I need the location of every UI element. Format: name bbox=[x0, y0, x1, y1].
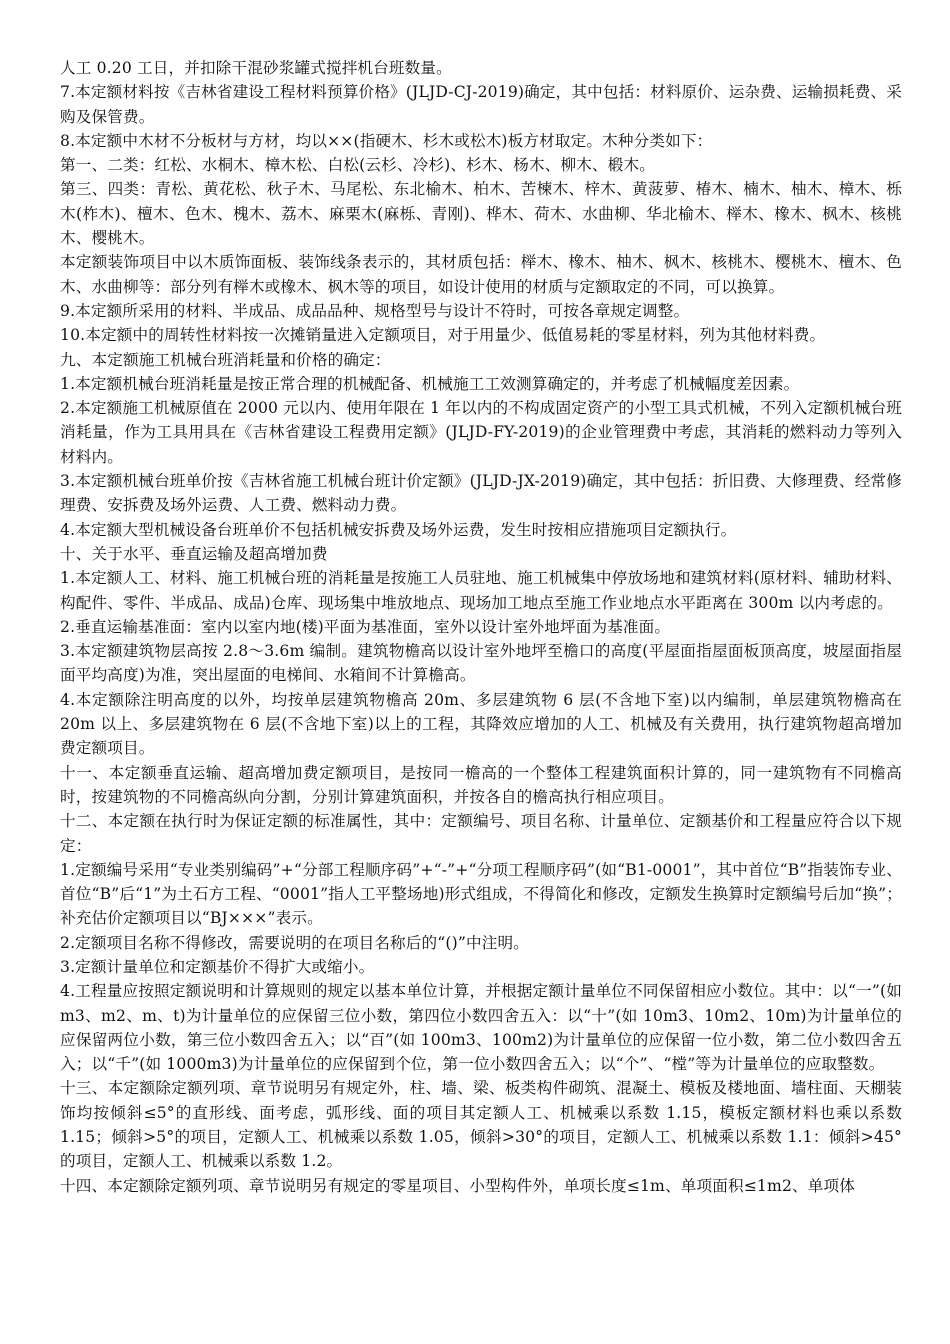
paragraph: 4.工程量应按照定额说明和计算规则的规定以基本单位计算，并根据定额计量单位不同保留相应小数位。其中：以“一”(如 m3、m2、m、t)为计量单位的应保留三位小数，第四位小数四舍五入：以“十”(如 10m3、10m2、10m)为计量单位的应保留两位小数，第三位小数四舍五入；以“百”(如 100m3、100m2)为计量单位的应保留一位小数，第二位小数四舍五入；以“千”(如 1000m3)为计量单位的应保留到个位，第一位小数四舍五入；以“个”、“樘”等为计量单位的应取整数。 bbox=[60, 982, 902, 1074]
paragraph: 1.本定额机械台班消耗量是按正常合理的机械配备、机械施工工效测算确定的，并考虑了机械幅度差因素。 bbox=[60, 374, 800, 393]
paragraph: 7.本定额材料按《吉林省建设工程材料预算价格》(JLJD-CJ-2019)确定，其中包括：材料原价、运杂费、运输损耗费、采购及保管费。 bbox=[60, 83, 902, 126]
paragraph: 3.本定额建筑物层高按 2.8～3.6m 编制。建筑物檐高以设计室外地坪至檐口的高度(平屋面指屋面板顶高度，坡屋面指屋面平均高度)为准，突出屋面的电梯间、水箱间不计算檐高。 bbox=[60, 642, 902, 685]
paragraph: 本定额装饰项目中以木质饰面板、装饰线条表示的，其材质包括：榉木、橡木、柚木、枫木、核桃木、樱桃木、檀木、色木、水曲柳等：部分列有榉木或橡木、枫木等的项目，如设计使用的材质与定额取定的不同，可以换算。 bbox=[60, 253, 902, 296]
paragraph: 3.定额计量单位和定额基价不得扩大或缩小。 bbox=[60, 957, 375, 976]
paragraph: 3.本定额机械台班单价按《吉林省施工机械台班计价定额》(JLJD-JX-2019)确定，其中包括：折旧费、大修理费、经常修理费、安拆费及场外运费、人工费、燃料动力费。 bbox=[60, 472, 902, 515]
paragraph: 第三、四类：青松、黄花松、秋子木、马尾松、东北榆木、柏木、苦楝木、梓木、黄菠萝、椿木、楠木、柚木、樟木、栎木(柞木)、檀木、色木、槐木、荔木、麻栗木(麻栎、青刚)、桦木、荷木、水曲柳、华北榆木、榉木、橡木、枫木、核桃木、樱桃木。 bbox=[60, 180, 902, 248]
paragraph: 人工 0.20 工日，并扣除干混砂浆罐式搅拌机台班数量。 bbox=[60, 59, 452, 77]
paragraph: 2.垂直运输基准面：室内以室内地(楼)平面为基准面，室外以设计室外地坪面为基准面。 bbox=[60, 617, 671, 636]
paragraph: 9.本定额所采用的材料、半成品、成品品种、规格型号与设计不符时，可按各章规定调整。 bbox=[60, 301, 690, 320]
paragraph: 2.定额项目名称不得修改，需要说明的在项目名称后的“()”中注明。 bbox=[60, 933, 529, 952]
paragraph: 2.本定额施工机械原值在 2000 元以内、使用年限在 1 年以内的不构成固定资产的小型工具式机械，不列入定额机械台班消耗量，作为工具用具在《吉林省建设工程费用定额》(JLJD-FY-2019)的企业管理费中考虑，其消耗的燃料动力等列入材料内。 bbox=[60, 399, 902, 466]
paragraph: 4.本定额除注明高度的以外，均按单层建筑物檐高 20m、多层建筑物 6 层(不含地下室)以内编制，单层建筑物檐高在 20m 以上、多层建筑物在 6 层(不含地下室)以上的工程，其降效应增加的人工、机械及有关费用，执行建筑物超高增加费定额项目。 bbox=[60, 690, 902, 758]
section-heading: 九、本定额施工机械台班消耗量和价格的确定： bbox=[60, 350, 391, 369]
paragraph: 1.本定额人工、材料、施工机械台班的消耗量是按施工人员驻地、施工机械集中停放场地和建筑材料(原材料、辅助材料、构配件、零件、半成品、成品)仓库、现场集中堆放地点、现场加工地点至施工作业地点水平距离在 300m 以内考虑的。 bbox=[60, 569, 902, 612]
section-heading: 十、关于水平、垂直运输及超高增加费 bbox=[60, 544, 328, 563]
section-heading: 十四、本定额除定额列项、章节说明另有规定的零星项目、小型构件外，单项长度≤1m、单项面积≤1m2、单项体 bbox=[60, 1176, 855, 1195]
section-heading: 十三、本定额除定额列项、章节说明另有规定外，柱、墙、梁、板类构件砌筑、混凝土、模板及楼地面、墙柱面、天棚装饰均按倾斜≤5°的直形线、面考虑，弧形线、面的项目其定额人工、机械乘以系数 1.15，模板定额材料也乘以系数 1.15；倾斜>5°的项目，定额人工、机械乘以系数 1.05，倾斜>30°的项目，定额人工、机械乘以系数 1.1：倾斜>45°的项目，定额人工、机械乘以系数 1.2。 bbox=[60, 1079, 902, 1171]
paragraph: 4.本定额大型机械设备台班单价不包括机械安拆费及场外运费，发生时按相应措施项目定额执行。 bbox=[60, 520, 737, 539]
paragraph: 10.本定额中的周转性材料按一次摊销量进入定额项目，对于用量少、低值易耗的零星材料，列为其他材料费。 bbox=[60, 326, 826, 345]
paragraph: 1.定额编号采用“专业类别编码”+“分部工程顺序码”+“-”+“分项工程顺序码”(如“B1-0001”，其中首位“B”指装饰专业、首位“B”后“1”为土石方工程、“0001”指人工平整场地)形式组成，不得简化和修改，定额发生换算时定额编号后加“换”；补充估价定额项目以“BJ×××”表示。 bbox=[60, 860, 902, 928]
paragraph: 第一、二类：红松、水桐木、樟木松、白松(云杉、冷杉)、杉木、杨木、柳木、椴木。 bbox=[60, 156, 655, 175]
paragraph: 8.本定额中木材不分板材与方材，均以××(指硬木、杉木或松木)板方材取定。木种分类如下： bbox=[60, 131, 713, 150]
section-heading: 十一、本定额垂直运输、超高增加费定额项目，是按同一檐高的一个整体工程建筑面积计算的，同一建筑物有不同檐高时，按建筑物的不同檐高纵向分割，分别计算建筑面积，并按各自的檐高执行相应项目。 bbox=[60, 763, 902, 806]
section-heading: 十二、本定额在执行时为保证定额的标准属性，其中：定额编号、项目名称、计量单位、定额基价和工程量应符合以下规定： bbox=[60, 812, 902, 855]
